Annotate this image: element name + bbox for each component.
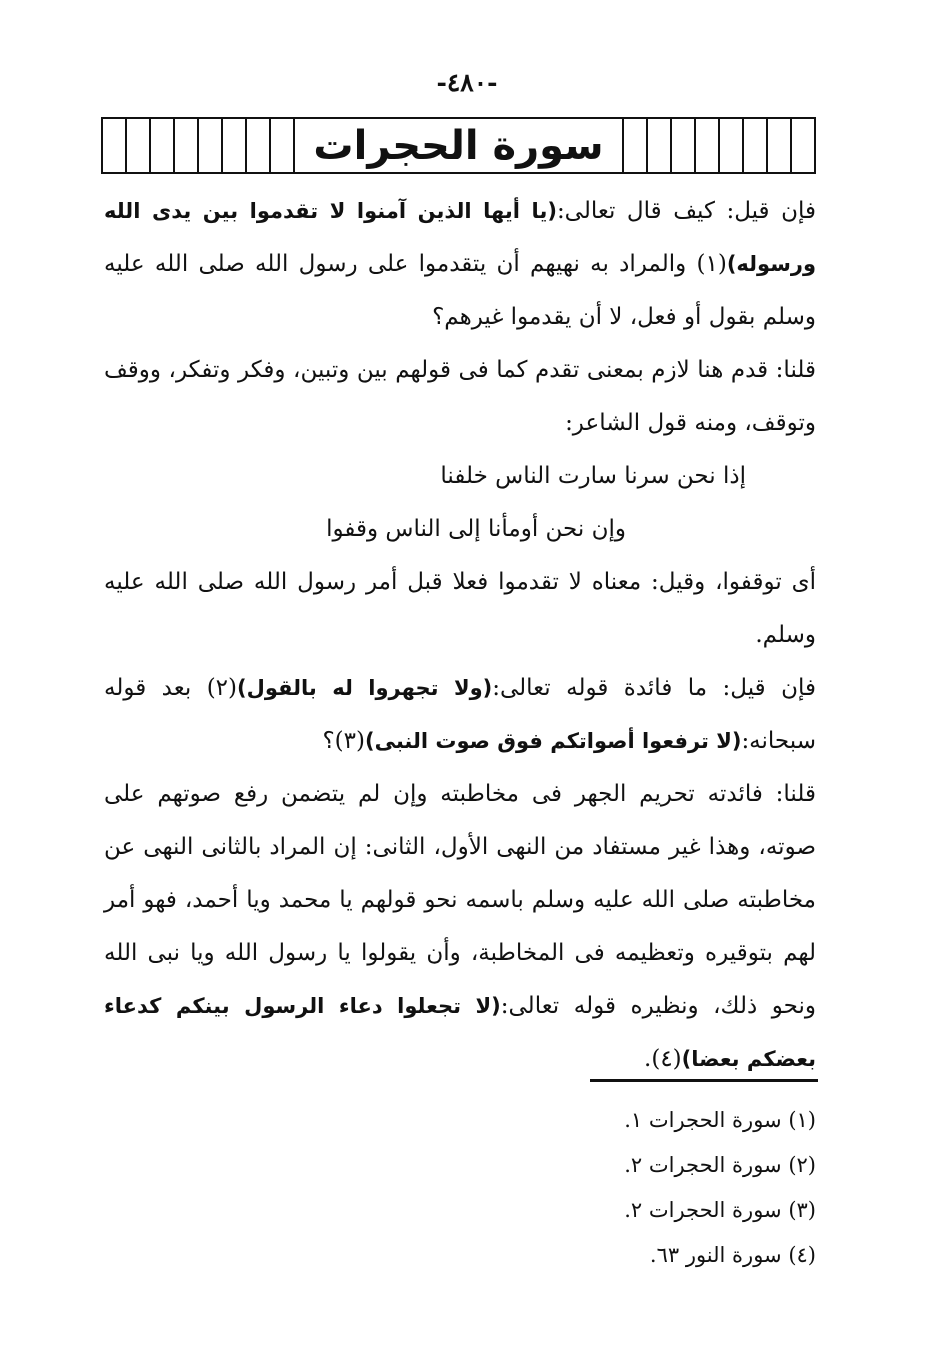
decorative-stripes-right (622, 119, 814, 172)
paragraph-answer-1: قلنا: قدم هنا لازم بمعنى تقدم كما فى قولهم بين وتبين، وفكر وتفكر، ووقف وتوقف، ومنه قول الشاعر: (104, 357, 816, 436)
footnotes (416, 1098, 816, 1278)
body-text (104, 185, 816, 1086)
paragraph-question-2: فإن قيل: ما فائدة قوله تعالى:(ولا تجهروا له بالقول)(٢) بعد قوله سبحانه:(لا ترفعوا أصواتكم فوق صوت النبى)(٣)؟ (104, 675, 816, 754)
quran-quote: (لا ترفعوا أصواتكم فوق صوت النبى) (364, 729, 742, 753)
paragraph-explanation: أى توقفوا، وقيل: معناه لا تقدموا فعلا قبل أمر رسول الله صلى الله عليه وسلم. (104, 569, 816, 648)
footnote-4: (٤) سورة النور ٦٣. (649, 1243, 816, 1267)
footnote-2: (٢) سورة الحجرات ٢. (624, 1153, 816, 1177)
quran-quote: (ولا تجهروا له بالقول) (237, 676, 493, 700)
quran-quote: (يا أيها الذين آمنوا لا تقدموا بين يدى الله ورسوله) (104, 199, 816, 276)
quran-quote: (لا تجعلوا دعاء الرسول بينكم كدعاء بعضكم بعضا) (104, 994, 816, 1071)
decorative-stripes-left (103, 119, 295, 172)
surah-header-banner (101, 117, 816, 174)
poetry-verse-1: إذا نحن سرنا سارت الناس خلفنا (440, 463, 746, 489)
poetry-verse-2: وإن نحن أومأنا إلى الناس وقفوا (326, 516, 626, 542)
paragraph-answer-2: قلنا: فائدته تحريم الجهر فى مخاطبته وإن لم يتضمن رفع صوتهم على صوته، وهذا غير مستفاد من النهى الأول، الثانى: إن المراد بالثانى النهى عن مخاطبته صلى الله عليه وسلم باسمه نحو قولهم يا محمد ويا أحمد، فهو أمر لهم بتوقيره وتعظيمه فى المخاطبة، وأن يقولوا يا رسول الله ويا نبى الله ونحو ذلك، ونظيره قوله تعالى:(لا تجعلوا دعاء الرسول بينكم كدعاء بعضكم بعضا)(٤). (104, 781, 816, 1072)
page-number: -٤٨٠- (436, 68, 498, 97)
footnote-divider (590, 1079, 818, 1082)
paragraph-question-1: فإن قيل: كيف قال تعالى:(يا أيها الذين آمنوا لا تقدموا بين يدى الله ورسوله)(١) والمراد به نهيهم أن يتقدموا على رسول الله صلى الله عليه وسلم بقول أو فعل، لا أن يقدموا غيرهم؟ (104, 198, 817, 330)
footnote-1: (١) سورة الحجرات ١. (624, 1108, 816, 1132)
surah-title: سورة الحجرات (313, 122, 604, 169)
footnote-3: (٣) سورة الحجرات ٢. (624, 1198, 816, 1222)
